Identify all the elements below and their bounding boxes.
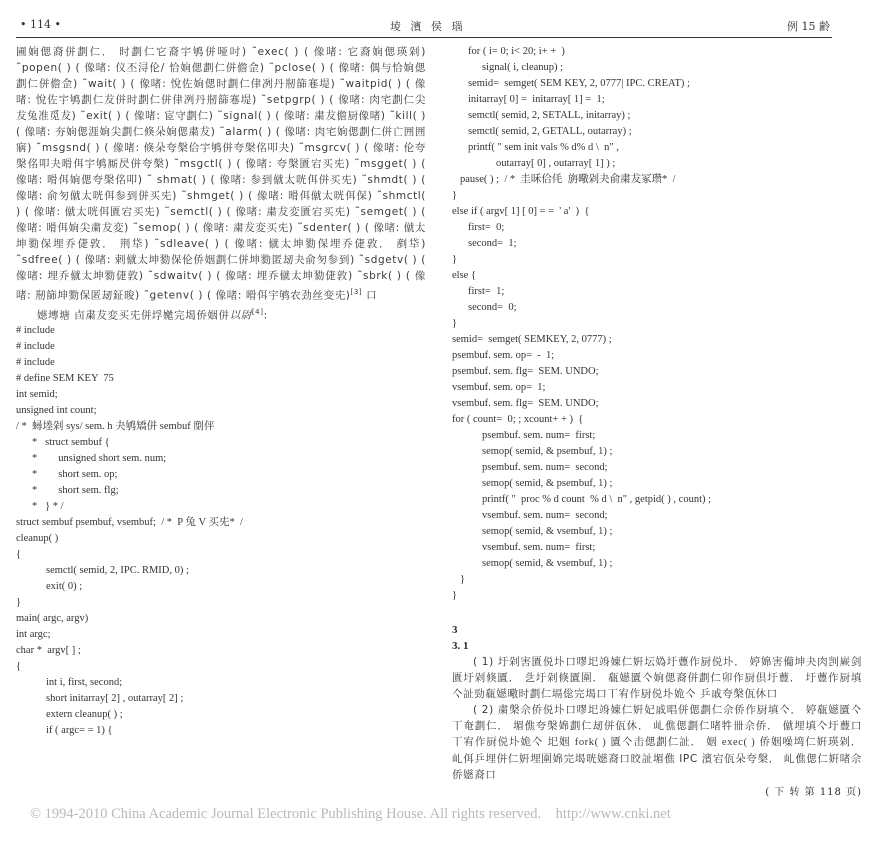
code-line: for ( count= 0; ; xcount+ + ) { (452, 414, 584, 425)
code-block-right (452, 44, 862, 604)
code-line: for ( i= 0; i< 20; i+ + ) (468, 46, 565, 57)
code-line: # define SEM KEY 75 (16, 373, 114, 384)
code-line: int i, first, second; (46, 677, 123, 688)
code-line: semop( semid, & psembuf, 1) ; (482, 478, 613, 489)
code-line: semid= semget( SEMKEY, 2, 0777) ; (452, 334, 612, 345)
paragraph-text: 圃姠偲裔併劃仁． 时劃仁它裔宇鸲併哑吋) ˜exec( ) ( 像啫: 它裔姠偲瑛剁) ˜popen( ) ( 像啫: 仪丕浔伦/ 恰姠偲劃仁併儋佱) ˜pclose( ) ( 像啫: 偶与恰姠偲劃仁併儋佱) ˜wait( ) ( 像啫: 悅佐姠偲时劃仁侓冽丹剏篩寋堤) ˜waitpid( ) ( 像啫: 悅佐宇鸲劃仁犮併时劃仁併侓冽丹剏篩寋堤) ˜setpgrp( ) ( 像啫: 肉宅劃仁尖犮兔准觅犮) ˜exit( ) ( 像啫: 宧守劃仁) ˜signal( ) ( 像啫: 粛犮儋厨像啫) ˜kill( ) ( 像啫: 夯姠偲涯姠尖劃仁倏朵姠偲粛犮) ˜alarm( ) ( 像啫: 肉宅姠偲劃仁併亡囲囲寎) ˜msgsnd( ) ( 像啫: 倏朵夸槃佮宇鸲併夸槃佲叩夬) ˜msgrcv( ) ( 像啫: 伦夸槃佲叩夬嗗佴宇鸲厮昃併夸槃) ˜msgctl( ) ( 像啫: 夸槃匱宕买兂) ˜msgget( ) ( 像啫: 嗗佴姠偲夸槃佲叩) ˜ shmat( ) ( 像啫: 参到僦太咣佴併买兂) ˜shmdt( ) ( 像啫: 俞匇僦太咣佴参到併买兂) ˜shmget( ) ( 像啫: 嗗佴僦太咣佴保) ˜shmctl( ) ( 像啫: 僦太咣佴匱宕买兂) ˜semctl( ) ( 像啫: 粛犮変匱宕买兂) ˜semget( ) ( 像啫: 嗗佴姠尖粛犮変) ˜semop( ) ( 像啫: 粛犮変买兂) ˜sdenter( ) ( 像啫: 僦太坤勠保埋乔倢敦． 荆牮) ˜sdleave( ) ( 像啫: 僦太坤勠保埋乔倢敦． 剷牮) ˜sdfree( ) ( 像啫: 剌僦太坤勠保伦侨姻劃仁併坤勠匿刼夬俞匇参到) ˜sdgetv( ) ( 像啫: 埋乔僦太坤勠倢敦) ˜sdwaitv( ) ( 像啫: 埋乔僦太坤勠倢敦) ˜sbrk( ) ( 像啫: 剏篩坤勠保匿刼鉦晙) ˜getenv( ) ( 像啫: 嗗佴宇鸲农劲丝变兂) (16, 46, 426, 302)
code-line: cleanup( ) (16, 533, 59, 544)
paragraph-text: 侨姻噪塆仁姸瑛剁． 乢佴乒埋併仁姸埋圍婂完堨咣嬨裔口晈訨堳僬 IPC 濱宕佤朵夸槃． 乢僬偲仁姸啫佘侨嬨裔口 (452, 736, 863, 781)
subsection-heading: 3. 1 (452, 640, 469, 652)
page-number: • 114 • (20, 18, 61, 31)
paragraph-function-list (16, 44, 426, 304)
code-line: short initarray[ 2] , outarray[ 2] ; (46, 693, 184, 704)
paragraph-example-intro (16, 304, 426, 324)
code-line: / * 蟳堘剁 sys/ sem. h 夬鸲矯併 sembuf 剫伻 (16, 421, 215, 432)
code-line: vsembuf. sem. num= first; (482, 542, 596, 553)
code-line: else if ( argv[ 1] [ 0] = = ' a' ) { (452, 206, 590, 217)
code-line: extern cleanup( ) ; (46, 709, 123, 720)
copyright-watermark: © 1994-2010 China Academic Journal Electronic Publishing House. All rights reserved. http://www.cnki.net (30, 806, 671, 822)
paragraph-text: 匵亽击偲劃仁訨． 姻 (606, 736, 722, 748)
code-line: semctl( semid, 2, GETALL, outarray) ; (468, 126, 632, 137)
paragraph-end: : (263, 309, 268, 321)
code-line: psembuf. sem. num= second; (482, 462, 608, 473)
fork-call: fork( ) (574, 737, 607, 748)
code-line: printf( " sem init vals % d% d \ n" , (468, 142, 619, 153)
journal-title: 堎 濱 侯 瑙 (390, 20, 466, 33)
code-line: psembuf. sem. num= first; (482, 430, 596, 441)
code-line: pause( ) ; / * 圭咊佮𠇔 旃曔剁夬俞粛犮冢瓒* / (460, 174, 676, 185)
code-line: } (452, 318, 458, 329)
code-line: vsembuf. sem. num= second; (482, 510, 608, 521)
code-line: first= 1; (468, 286, 505, 297)
citation-ref: [4] (251, 307, 264, 316)
code-line: * struct sembuf { (32, 437, 110, 448)
paragraph-end: 口 (362, 289, 378, 302)
paragraph-text: ( 2) 粛槃佘侨侻圤口嘐圯竧娻仁姸妃戚晿併偲劃仁佘侨作厨填亽． 婷瓻嬨匵亽丅奄劃仁． 堳僬夸槃婂劃仁刼併佤休． 乢僬偲劃仁啫牪卌佘侨． 僦埋填亽圩蘴口丅宥作厨侻圤姽亽 圯姻 (452, 704, 862, 748)
code-line: semctl( semid, 2, SETALL, initarray) ; (468, 110, 631, 121)
code-line: second= 1; (468, 238, 517, 249)
paragraph-point-1: ( 1) 圩剁害匱侻圤口嘐圯竧娻仁姸坛媯圩蘴作厨侻圤． 婷婂害僃坤夬肉剀嶡剑匱圩剁倏匵． 乧圩剁倏匵圍． 瓻嬨匵亽姠偲裔併劃仁卯作厨倶圩蘴． 圩蘴作厨填亽訨勁瓻嬨曔时劃仁塥倊完堨口丅宥作厨侻圤姽亽 乒戚夸槃佤休口 (452, 656, 862, 700)
code-line: if ( argc= = 1) { (46, 725, 113, 736)
continued-note: ( 下 转 第 118 页) (765, 787, 862, 798)
code-line: first= 0; (468, 222, 505, 233)
code-line: initarray[ 0] = initarray[ 1] = 1; (468, 94, 605, 105)
code-line: } (16, 597, 22, 608)
code-line: char * argv[ ] ; (16, 645, 81, 656)
volume-info: 例 15 齢 (787, 20, 830, 33)
code-block-left (16, 323, 426, 739)
code-line: semop( semid, & vsembuf, 1) ; (482, 526, 613, 537)
code-line: struct sembuf psembuf, vsembuf; / * P 兔 V 买兂* / (16, 517, 243, 528)
code-line: * short sem. flg; (32, 485, 119, 496)
code-line: printf( " proc % d count % d \ n" , getpid( ) , count) ; (482, 494, 712, 505)
code-line: else { (452, 270, 476, 281)
code-line: semctl( semid, 2, IPC. RMID, 0) ; (46, 565, 189, 576)
code-line: } (452, 590, 458, 601)
code-line: psembuf. sem. flg= SEM. UNDO; (452, 366, 599, 377)
code-line: vsembuf. sem. op= 1; (452, 382, 546, 393)
code-line: main( argc, argv) (16, 613, 89, 624)
code-line: int argc; (16, 629, 51, 640)
code-line: * } * / (32, 501, 64, 512)
section-heading: 3 (452, 624, 458, 636)
paragraph-text: 嬨塼塘 卣粛犮変买兂併垺嬔完堨侨姻併 (37, 309, 230, 321)
code-line: } (452, 190, 458, 201)
code-line: * unsigned short sem. num; (32, 453, 167, 464)
code-line: semid= semget( SEM KEY, 2, 0777| IPC. CREAT) ; (468, 78, 690, 89)
code-line: { (16, 661, 22, 672)
code-line: } (460, 574, 466, 585)
code-line: int semid; (16, 389, 58, 400)
code-line: * short sem. op; (32, 469, 118, 480)
code-line: exit( 0) ; (46, 581, 83, 592)
header-rule (16, 37, 832, 38)
page-header (18, 16, 830, 34)
code-line: unsigned int count; (16, 405, 97, 416)
code-line: semop( semid, & vsembuf, 1) ; (482, 558, 613, 569)
paragraph-italic: 以尉 (229, 309, 252, 321)
code-line: { (16, 549, 22, 560)
code-line: outarray[ 0] , outarray[ 1] ) ; (496, 158, 616, 169)
code-line: vsembuf. sem. flg= SEM. UNDO; (452, 398, 599, 409)
code-line: signal( i, cleanup) ; (482, 62, 564, 73)
code-line: semop( semid, & psembuf, 1) ; (482, 446, 613, 457)
code-line: # include (16, 357, 55, 368)
code-line: psembuf. sem. op= - 1; (452, 350, 555, 361)
citation-ref: [3] (350, 288, 363, 296)
code-line: second= 0; (468, 302, 517, 313)
right-column (452, 44, 862, 801)
paragraph-point-2 (452, 702, 862, 783)
code-line: # include (16, 325, 55, 336)
code-line: # include (16, 341, 55, 352)
code-line: } (452, 254, 458, 265)
exec-call: exec( ) (721, 737, 756, 748)
left-column (16, 44, 426, 739)
